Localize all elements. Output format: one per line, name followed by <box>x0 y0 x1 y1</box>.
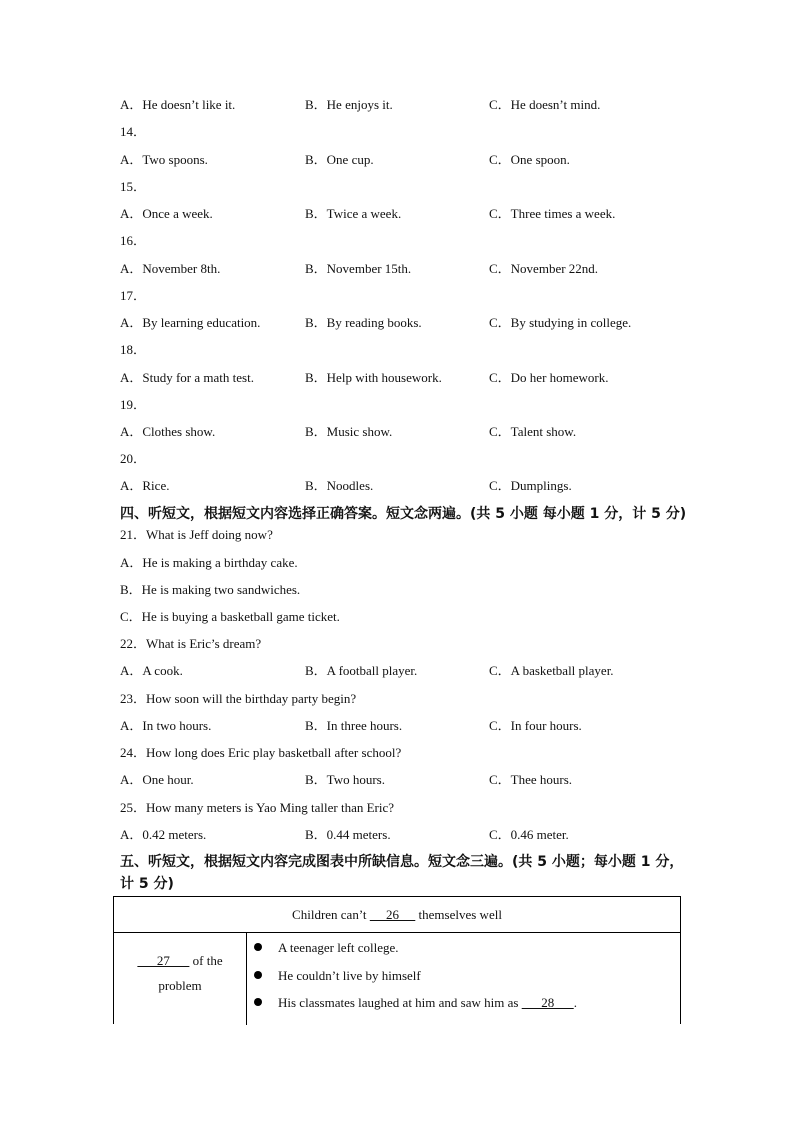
table-left-cell <box>114 933 247 1025</box>
q23-options <box>0 716 794 736</box>
q20-option-b: B．Noodles. <box>305 478 374 493</box>
q21-option-b: B．He is making two sandwiches. <box>120 582 301 597</box>
q20-option-c: C．Dumplings. <box>489 478 572 493</box>
q20-options <box>0 476 794 496</box>
left-cell-line1 <box>114 951 246 971</box>
q16-number-line <box>0 231 794 251</box>
q21-option-c-line <box>0 607 794 627</box>
q18-number: 18． <box>120 342 147 357</box>
q24-option-b: B．Two hours. <box>305 772 385 787</box>
q19-number: 19． <box>120 397 147 412</box>
q14-option-b: B．One cup. <box>305 152 374 167</box>
q15-option-b: B．Twice a week. <box>305 206 402 221</box>
left-cell-post: of the <box>189 953 223 968</box>
q14-options <box>0 150 794 170</box>
bullet-item-1 <box>254 938 399 958</box>
info-table <box>113 896 681 1024</box>
q22-option-c: C．A basketball player. <box>489 663 614 678</box>
q25-options <box>0 825 794 845</box>
q17-option-a: A．By learning education. <box>120 315 261 330</box>
bullet-text-2: He couldn’t live by himself <box>278 968 421 983</box>
bullet-text-3-post: . <box>573 995 577 1010</box>
q23-question-line <box>0 689 794 709</box>
q19-option-a: A．Clothes show. <box>120 424 216 439</box>
q19-option-b: B．Music show. <box>305 424 393 439</box>
q15-option-c: C．Three times a week. <box>489 206 616 221</box>
q18-option-c: C．Do her homework. <box>489 370 609 385</box>
q25-option-a: A．0.42 meters. <box>120 827 207 842</box>
q14-option-a: A．Two spoons. <box>120 152 208 167</box>
q25-question-line <box>0 798 794 818</box>
q16-option-b: B．November 15th. <box>305 261 412 276</box>
q22-question: 22．What is Eric’s dream? <box>120 636 262 651</box>
blank-28: 28 <box>521 995 574 1010</box>
q14-number-line <box>0 122 794 142</box>
q15-number-line <box>0 177 794 197</box>
bullet-dot-icon <box>254 971 262 979</box>
q13-option-a: A．He doesn’t like it. <box>120 97 236 112</box>
left-cell-line2: problem <box>158 978 202 993</box>
q22-question-line <box>0 634 794 654</box>
table-header-cell <box>114 897 680 933</box>
q16-options <box>0 259 794 279</box>
q22-option-a: A．A cook. <box>120 663 183 678</box>
q16-option-c: C．November 22nd. <box>489 261 599 276</box>
q13-option-b: B．He enjoys it. <box>305 97 393 112</box>
q21-option-a: A．He is making a birthday cake. <box>120 555 298 570</box>
q23-option-b: B．In three hours. <box>305 718 403 733</box>
q22-option-b: B．A football player. <box>305 663 418 678</box>
section5-heading-line2: 计 5 分) <box>120 876 174 892</box>
q16-number: 16． <box>120 233 147 248</box>
q24-question-line <box>0 743 794 763</box>
q15-options <box>0 204 794 224</box>
q20-option-a: A．Rice. <box>120 478 170 493</box>
q21-option-c: C．He is buying a basketball game ticket. <box>120 609 340 624</box>
section5-heading-line1: 五、听短文，根据短文内容完成图表中所缺信息。短文念三遍。(共 5 小题；每小题 1 分， <box>120 854 684 870</box>
q14-number: 14． <box>120 124 147 139</box>
q13-options <box>0 95 794 115</box>
q23-question: 23．How soon will the birthday party begin? <box>120 691 357 706</box>
table-header-text-post: themselves well <box>415 907 502 922</box>
q17-number: 17． <box>120 288 147 303</box>
q24-question: 24．How long does Eric play basketball after school? <box>120 745 402 760</box>
q15-option-a: A．Once a week. <box>120 206 213 221</box>
q17-options <box>0 313 794 333</box>
q21-option-a-line <box>0 553 794 573</box>
blank-26: 26 <box>369 907 416 922</box>
q22-options <box>0 661 794 681</box>
q19-number-line <box>0 395 794 415</box>
q25-question: 25．How many meters is Yao Ming taller than Eric? <box>120 800 395 815</box>
q23-option-c: C．In four hours. <box>489 718 582 733</box>
q14-option-c: C．One spoon. <box>489 152 570 167</box>
q18-option-a: A．Study for a math test. <box>120 370 254 385</box>
bullet-dot-icon <box>254 943 262 951</box>
bullet-item-2 <box>254 966 421 986</box>
bullet-item-3 <box>254 993 577 1013</box>
q20-number: 20． <box>120 451 147 466</box>
bullet-dot-icon <box>254 998 262 1006</box>
q17-option-b: B．By reading books. <box>305 315 422 330</box>
q15-number: 15． <box>120 179 147 194</box>
q19-option-c: C．Talent show. <box>489 424 577 439</box>
table-header-text-pre: Children can’t <box>292 907 370 922</box>
q24-options <box>0 770 794 790</box>
q21-question: 21．What is Jeff doing now? <box>120 527 273 542</box>
q18-number-line <box>0 340 794 360</box>
q21-option-b-line <box>0 580 794 600</box>
q25-option-c: C．0.46 meter. <box>489 827 569 842</box>
q18-option-b: B．Help with housework. <box>305 370 442 385</box>
q18-options <box>0 368 794 388</box>
q20-number-line <box>0 449 794 469</box>
q24-option-a: A．One hour. <box>120 772 194 787</box>
q13-option-c: C．He doesn’t mind. <box>489 97 601 112</box>
section4-heading: 四、听短文，根据短文内容选择正确答案。短文念两遍。(共 5 小题 每小题 1 分，计 5 分) <box>120 506 687 522</box>
bullet-text-3-pre: His classmates laughed at him and saw him as <box>278 995 522 1010</box>
q17-number-line <box>0 286 794 306</box>
q23-option-a: A．In two hours. <box>120 718 212 733</box>
q25-option-b: B．0.44 meters. <box>305 827 391 842</box>
bullet-text-1: A teenager left college. <box>278 940 399 955</box>
blank-27: 27 <box>137 953 190 968</box>
q19-options <box>0 422 794 442</box>
q24-option-c: C．Thee hours. <box>489 772 573 787</box>
q17-option-c: C．By studying in college. <box>489 315 632 330</box>
q16-option-a: A．November 8th. <box>120 261 221 276</box>
q21-question-line <box>0 525 794 545</box>
